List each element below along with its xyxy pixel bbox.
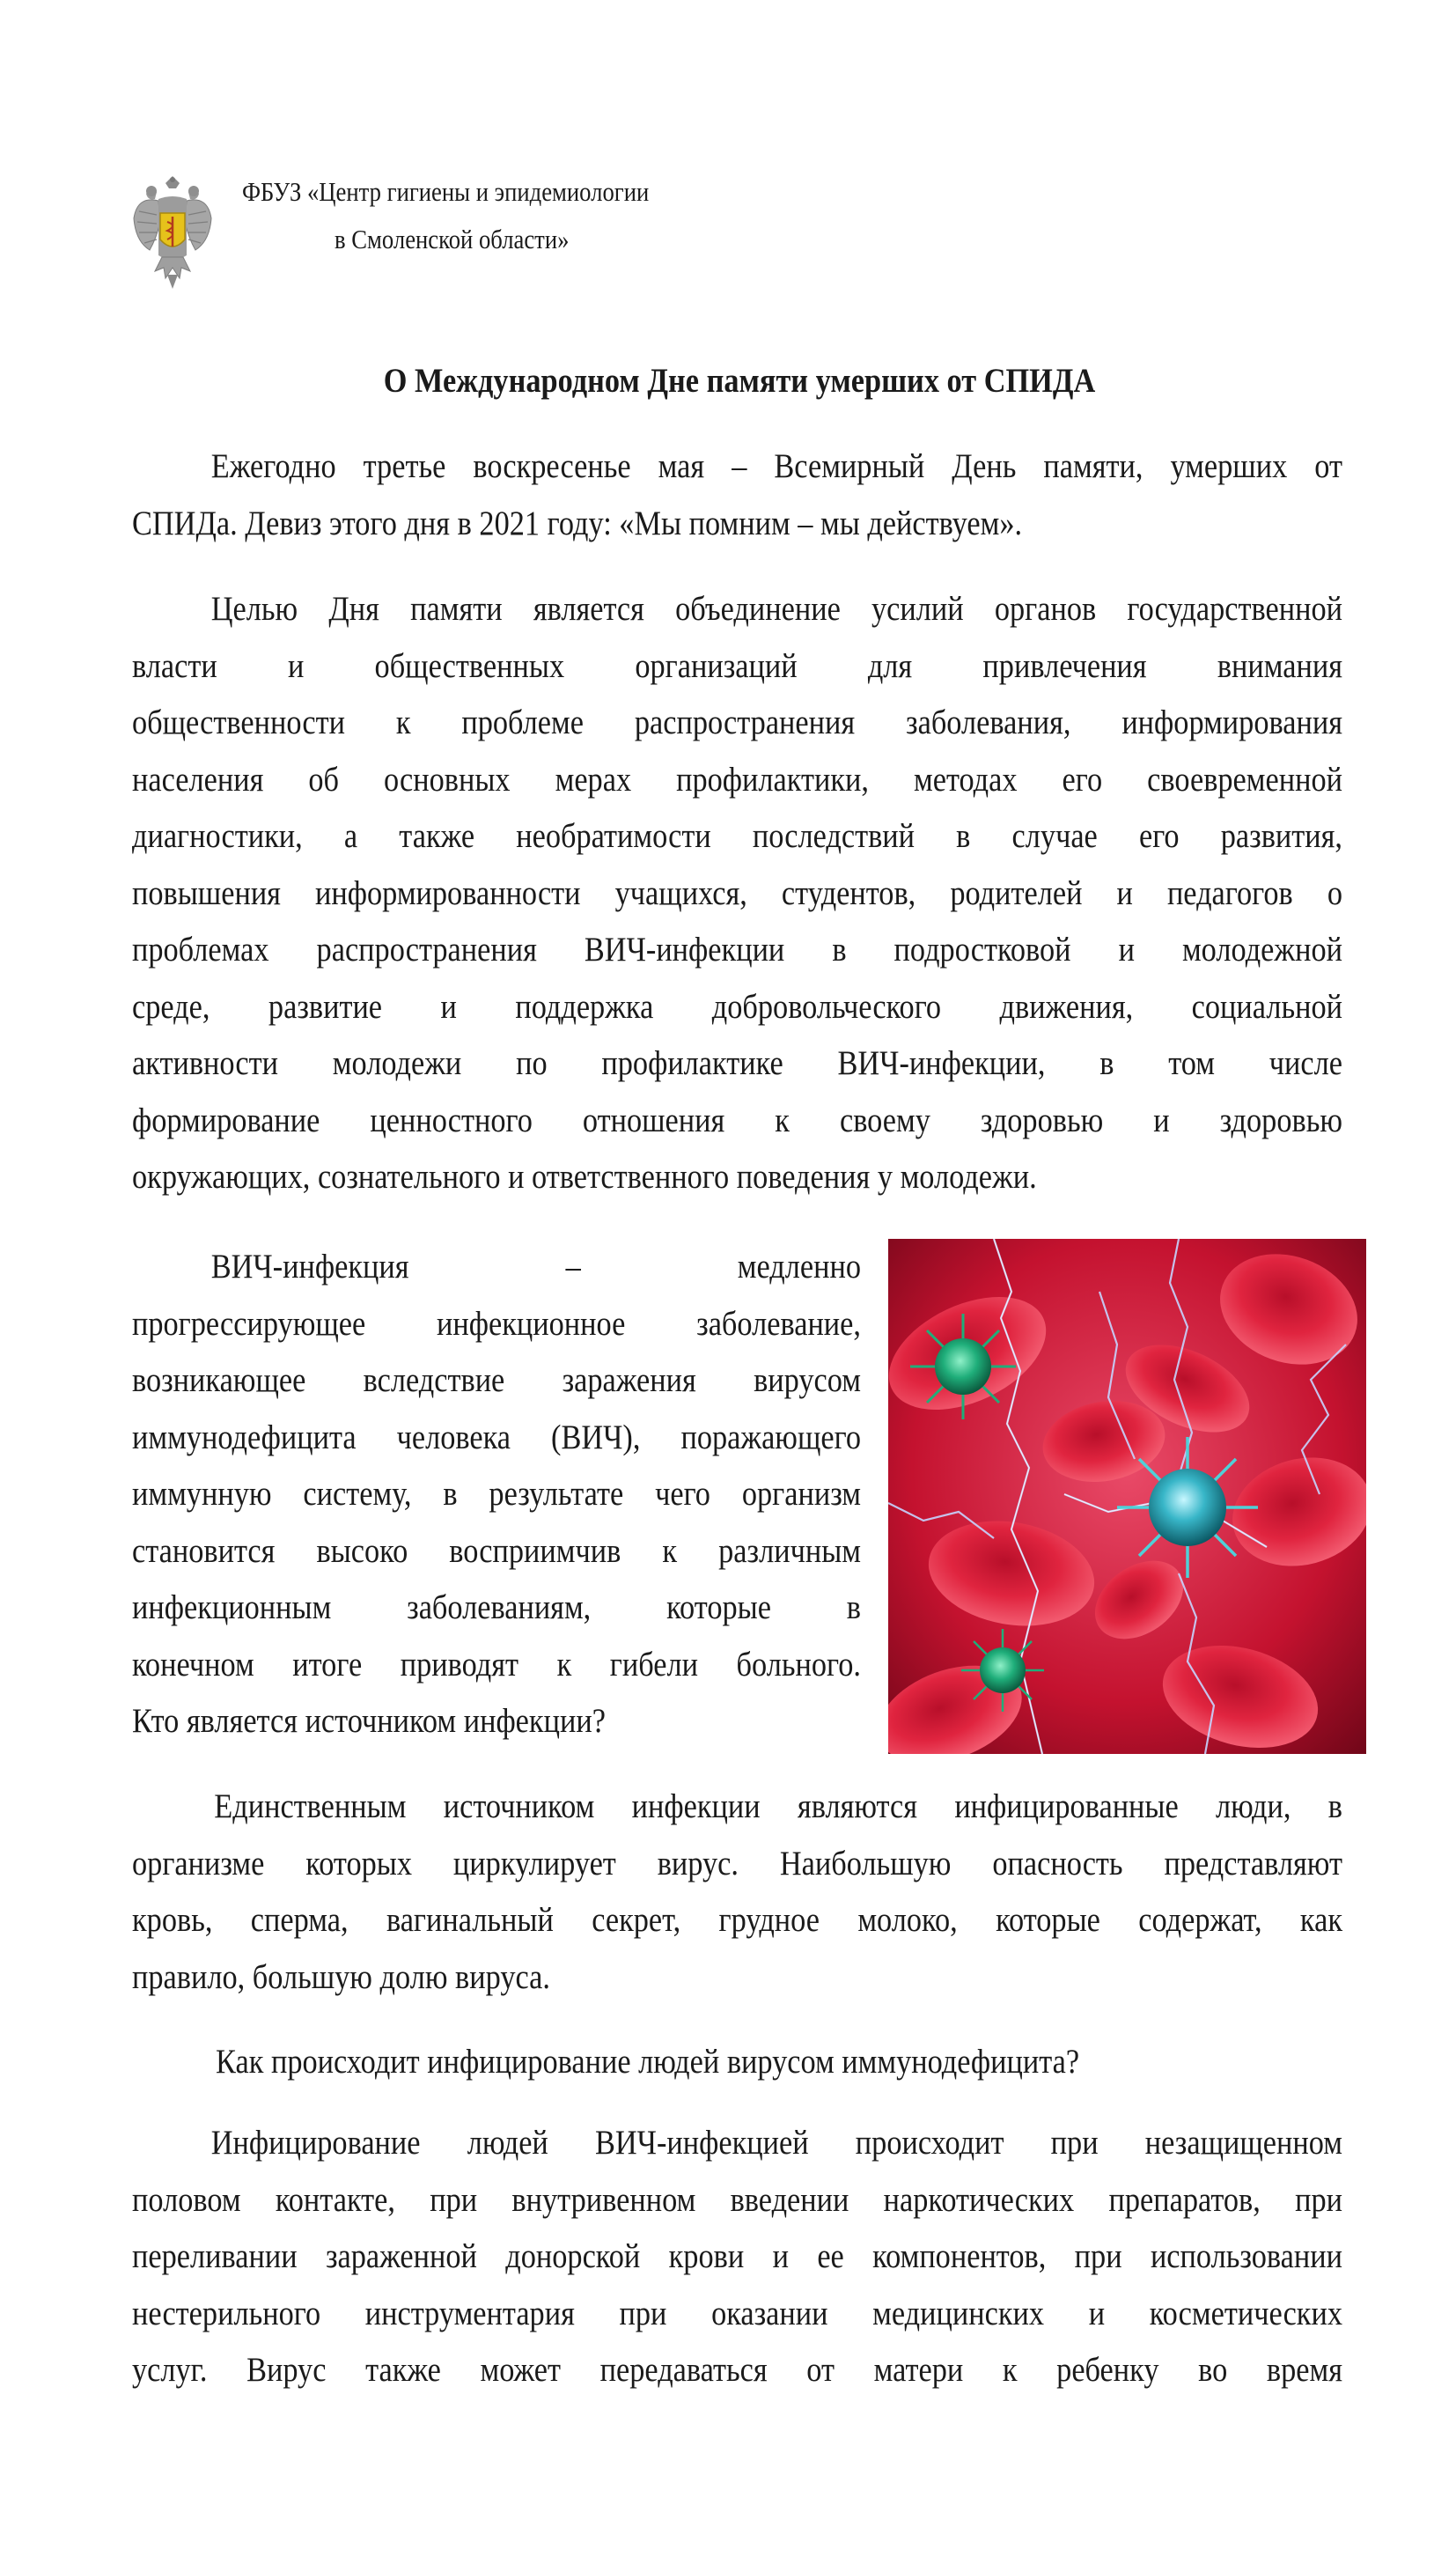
text-line: активности молодежи по профилактике ВИЧ-инфекции, в том числе (132, 1044, 1342, 1082)
text-line: формирование ценностного отношения к своему здоровью и здоровью (132, 1101, 1342, 1139)
paragraph-intro (132, 438, 1342, 552)
paragraph-purpose (132, 581, 1342, 1206)
text-line: ВИЧ-инфекция – медленно (210, 1248, 861, 1286)
paragraph-hiv-definition (132, 1239, 861, 1750)
text-line: половом контакте, при внутривенном введении наркотических препаратов, при (132, 2180, 1342, 2219)
text-line: организме которых циркулирует вирус. Наибольшую опасность представляют (132, 1844, 1342, 1882)
paragraph-question (132, 2034, 1232, 2091)
text-line: среде, развитие и поддержка добровольческого движения, социальной (132, 987, 1342, 1026)
text-line: Инфицирование людей ВИЧ-инфекцией происходит при незащищенном (210, 2124, 1342, 2162)
text-line: иммунодефицита человека (ВИЧ), поражающего (132, 1418, 861, 1456)
text-line: возникающее вследствие заражения вирусом (132, 1361, 861, 1399)
text-line: СПИДа. Девиз этого дня в 2021 году: «Мы помним – мы действуем». (132, 504, 1023, 542)
text-line: проблемах распространения ВИЧ-инфекции в подростковой и молодежной (132, 931, 1342, 969)
text-line: становится высоко восприимчив к различным (132, 1531, 861, 1570)
text-line: переливании зараженной донорской крови и ее компонентов, при использовании (132, 2237, 1342, 2275)
text-line: иммунную систему, в результате чего организм (132, 1475, 861, 1513)
text-line: окружающих, сознательного и ответственного поведения у молодежи. (132, 1158, 1037, 1196)
text-line: правило, большую долю вируса. (132, 1957, 550, 1996)
organization-name-line1: ФБУЗ «Центр гигиены и эпидемиологии (242, 176, 650, 207)
text-line: общественности к проблеме распространения заболевания, информирования (132, 704, 1342, 741)
paragraph-transmission (132, 2115, 1342, 2399)
text-line: Целью Дня памяти является объединение усилий органов государственной (210, 590, 1342, 628)
coat-of-arms-emblem-icon (132, 176, 213, 291)
text-line: населения об основных мерах профилактики, методах его своевременной (132, 760, 1342, 799)
text-line: диагностики, а также необратимости последствий в случае его развития, (132, 817, 1342, 855)
text-line: власти и общественных организаций для привлечения внимания (132, 646, 1342, 685)
organization-name-line2: в Смоленской области» (335, 224, 570, 254)
paragraph-infection-source (132, 1779, 1342, 2006)
text-line: Кто является источником инфекции? (132, 1702, 606, 1740)
text-line: конечном итоге приводят к гибели больного. (132, 1645, 861, 1684)
text-line: Единственным источником инфекции являются инфицированные люди, в (214, 1787, 1342, 1825)
text-line: услуг. Вирус также может передаваться от матери к ребенку во время (132, 2351, 1342, 2389)
page-title: О Международном Дне памяти умерших от СПИДА (383, 362, 1096, 400)
text-line: прогрессирующее инфекционное заболевание, (132, 1304, 861, 1343)
text-line: повышения информированности учащихся, студентов, родителей и педагогов о (132, 873, 1342, 912)
text-line: нестерильного инструментария при оказании медицинских и косметических (132, 2294, 1342, 2332)
text-line: Ежегодно третье воскресенье мая – Всемирный День памяти, умерших от (210, 447, 1342, 485)
text-line: инфекционным заболеваниям, которые в (132, 1588, 861, 1626)
virus-blood-cells-illustration (888, 1239, 1366, 1754)
text-line: кровь, сперма, вагинальный секрет, грудное молоко, которые содержат, как (132, 1901, 1342, 1939)
text-line: Как происходит инфицирование людей вирусом иммунодефицита? (216, 2043, 1080, 2081)
